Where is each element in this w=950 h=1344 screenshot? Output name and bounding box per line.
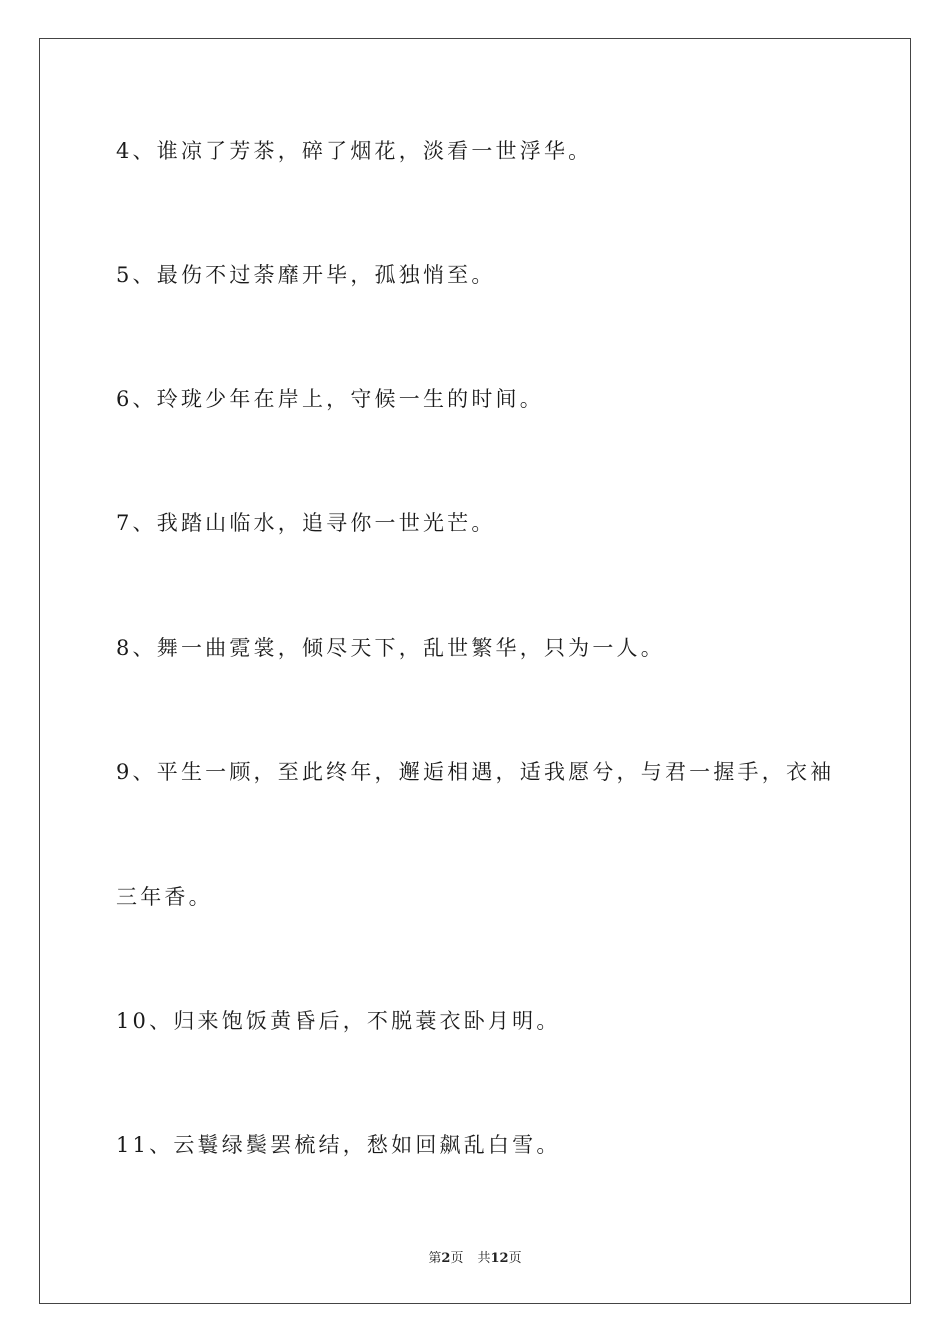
text-line-8: 8、舞一曲霓裳，倾尽天下，乱世繁华，只为一人。 bbox=[116, 636, 665, 660]
text-line-9: 9、平生一顾，至此终年，邂逅相遇，适我愿兮，与君一握手，衣袖 bbox=[116, 760, 835, 784]
page-prefix: 第 bbox=[428, 1251, 442, 1266]
total-suffix: 页 bbox=[508, 1251, 522, 1266]
page-footer bbox=[0, 1247, 950, 1266]
text-line-7: 7、我踏山临水，追寻你一世光芒。 bbox=[116, 511, 496, 535]
text-line-10: 10、归来饱饭黄昏后，不脱蓑衣卧月明。 bbox=[116, 1009, 561, 1033]
text-line-9-continued: 三年香。 bbox=[116, 885, 213, 909]
page-suffix: 页 bbox=[450, 1251, 464, 1266]
text-line-5: 5、最伤不过荼靡开毕，孤独悄至。 bbox=[116, 263, 496, 287]
total-pages: 12 bbox=[490, 1251, 509, 1266]
text-line-11: 11、云鬟绿鬓罢梳结，愁如回飙乱白雪。 bbox=[116, 1133, 561, 1157]
total-prefix: 共 bbox=[477, 1251, 491, 1266]
text-line-6: 6、玲珑少年在岸上，守候一生的时间。 bbox=[116, 387, 544, 411]
page-number: 2 bbox=[441, 1251, 451, 1266]
text-line-4: 4、谁凉了芳茶，碎了烟花，淡看一世浮华。 bbox=[116, 139, 593, 163]
page-border bbox=[39, 38, 911, 1304]
